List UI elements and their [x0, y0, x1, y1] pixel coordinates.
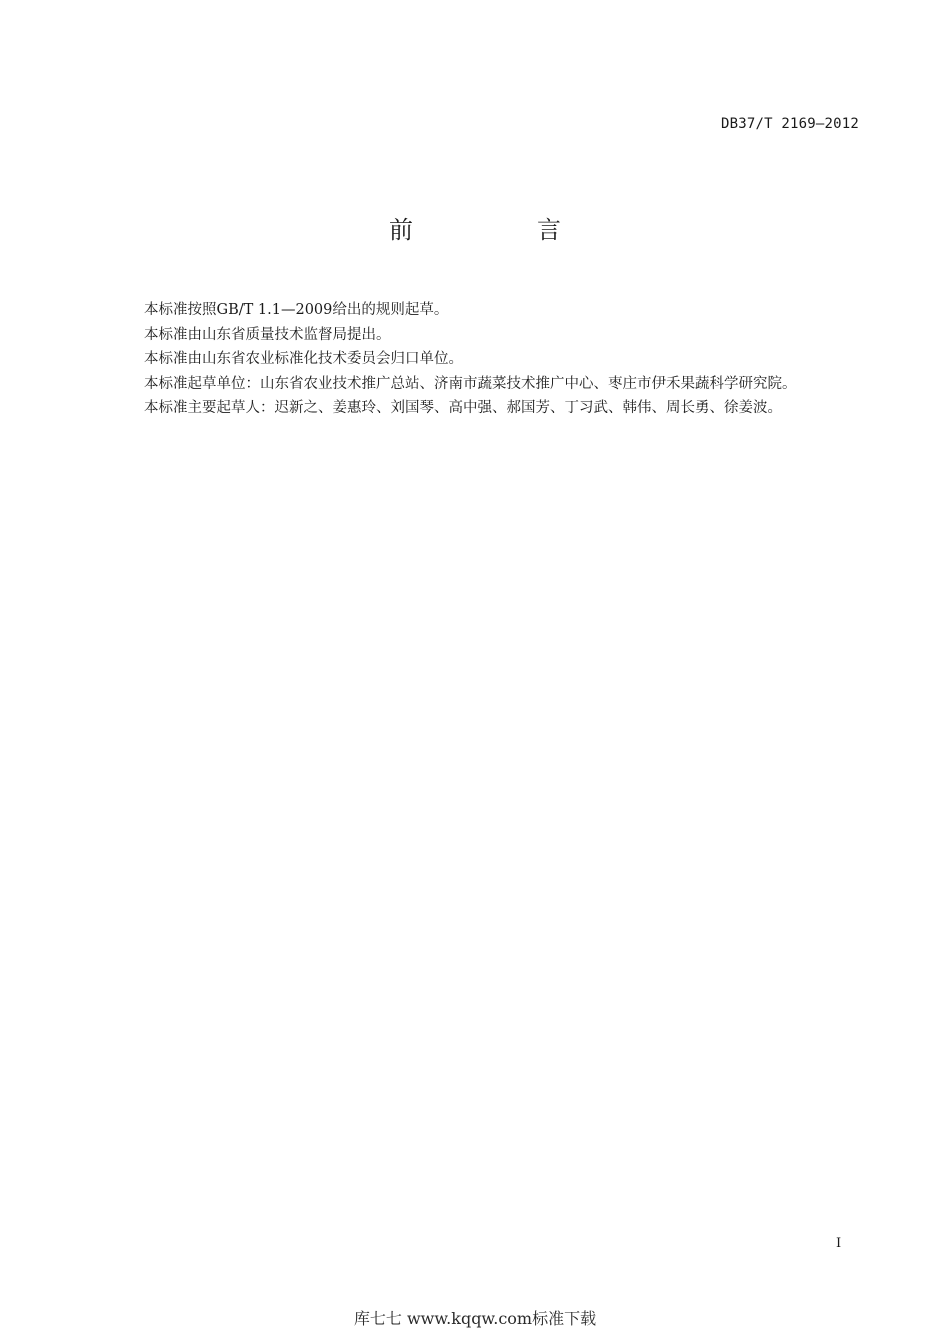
page-title: 前 言 — [389, 216, 611, 244]
page-number: I — [836, 1236, 842, 1251]
paragraph-drafting-rules: 本标准按照GB/T 1.1—2009给出的规则起草。 — [144, 302, 449, 318]
watermark-text: 库七七 www.kqqw.com标准下载 — [353, 1309, 597, 1328]
paragraph-drafting-units: 本标准起草单位：山东省农业技术推广总站、济南市蔬菜技术推广中心、枣庄市伊禾果蔬科学研究院。 — [144, 375, 797, 392]
standard-code: DB37/T 2169—2012 — [720, 116, 859, 132]
paragraph-drafters: 本标准主要起草人：迟新之、姜惠玲、刘国琴、高中强、郝国芳、丁习武、韩伟、周长勇、徐姜波。 — [144, 400, 782, 416]
paragraph-committee: 本标准由山东省农业标准化技术委员会归口单位。 — [144, 351, 463, 367]
paragraph-proposer: 本标准由山东省质量技术监督局提出。 — [144, 326, 391, 343]
foreword-body — [115, 298, 861, 421]
